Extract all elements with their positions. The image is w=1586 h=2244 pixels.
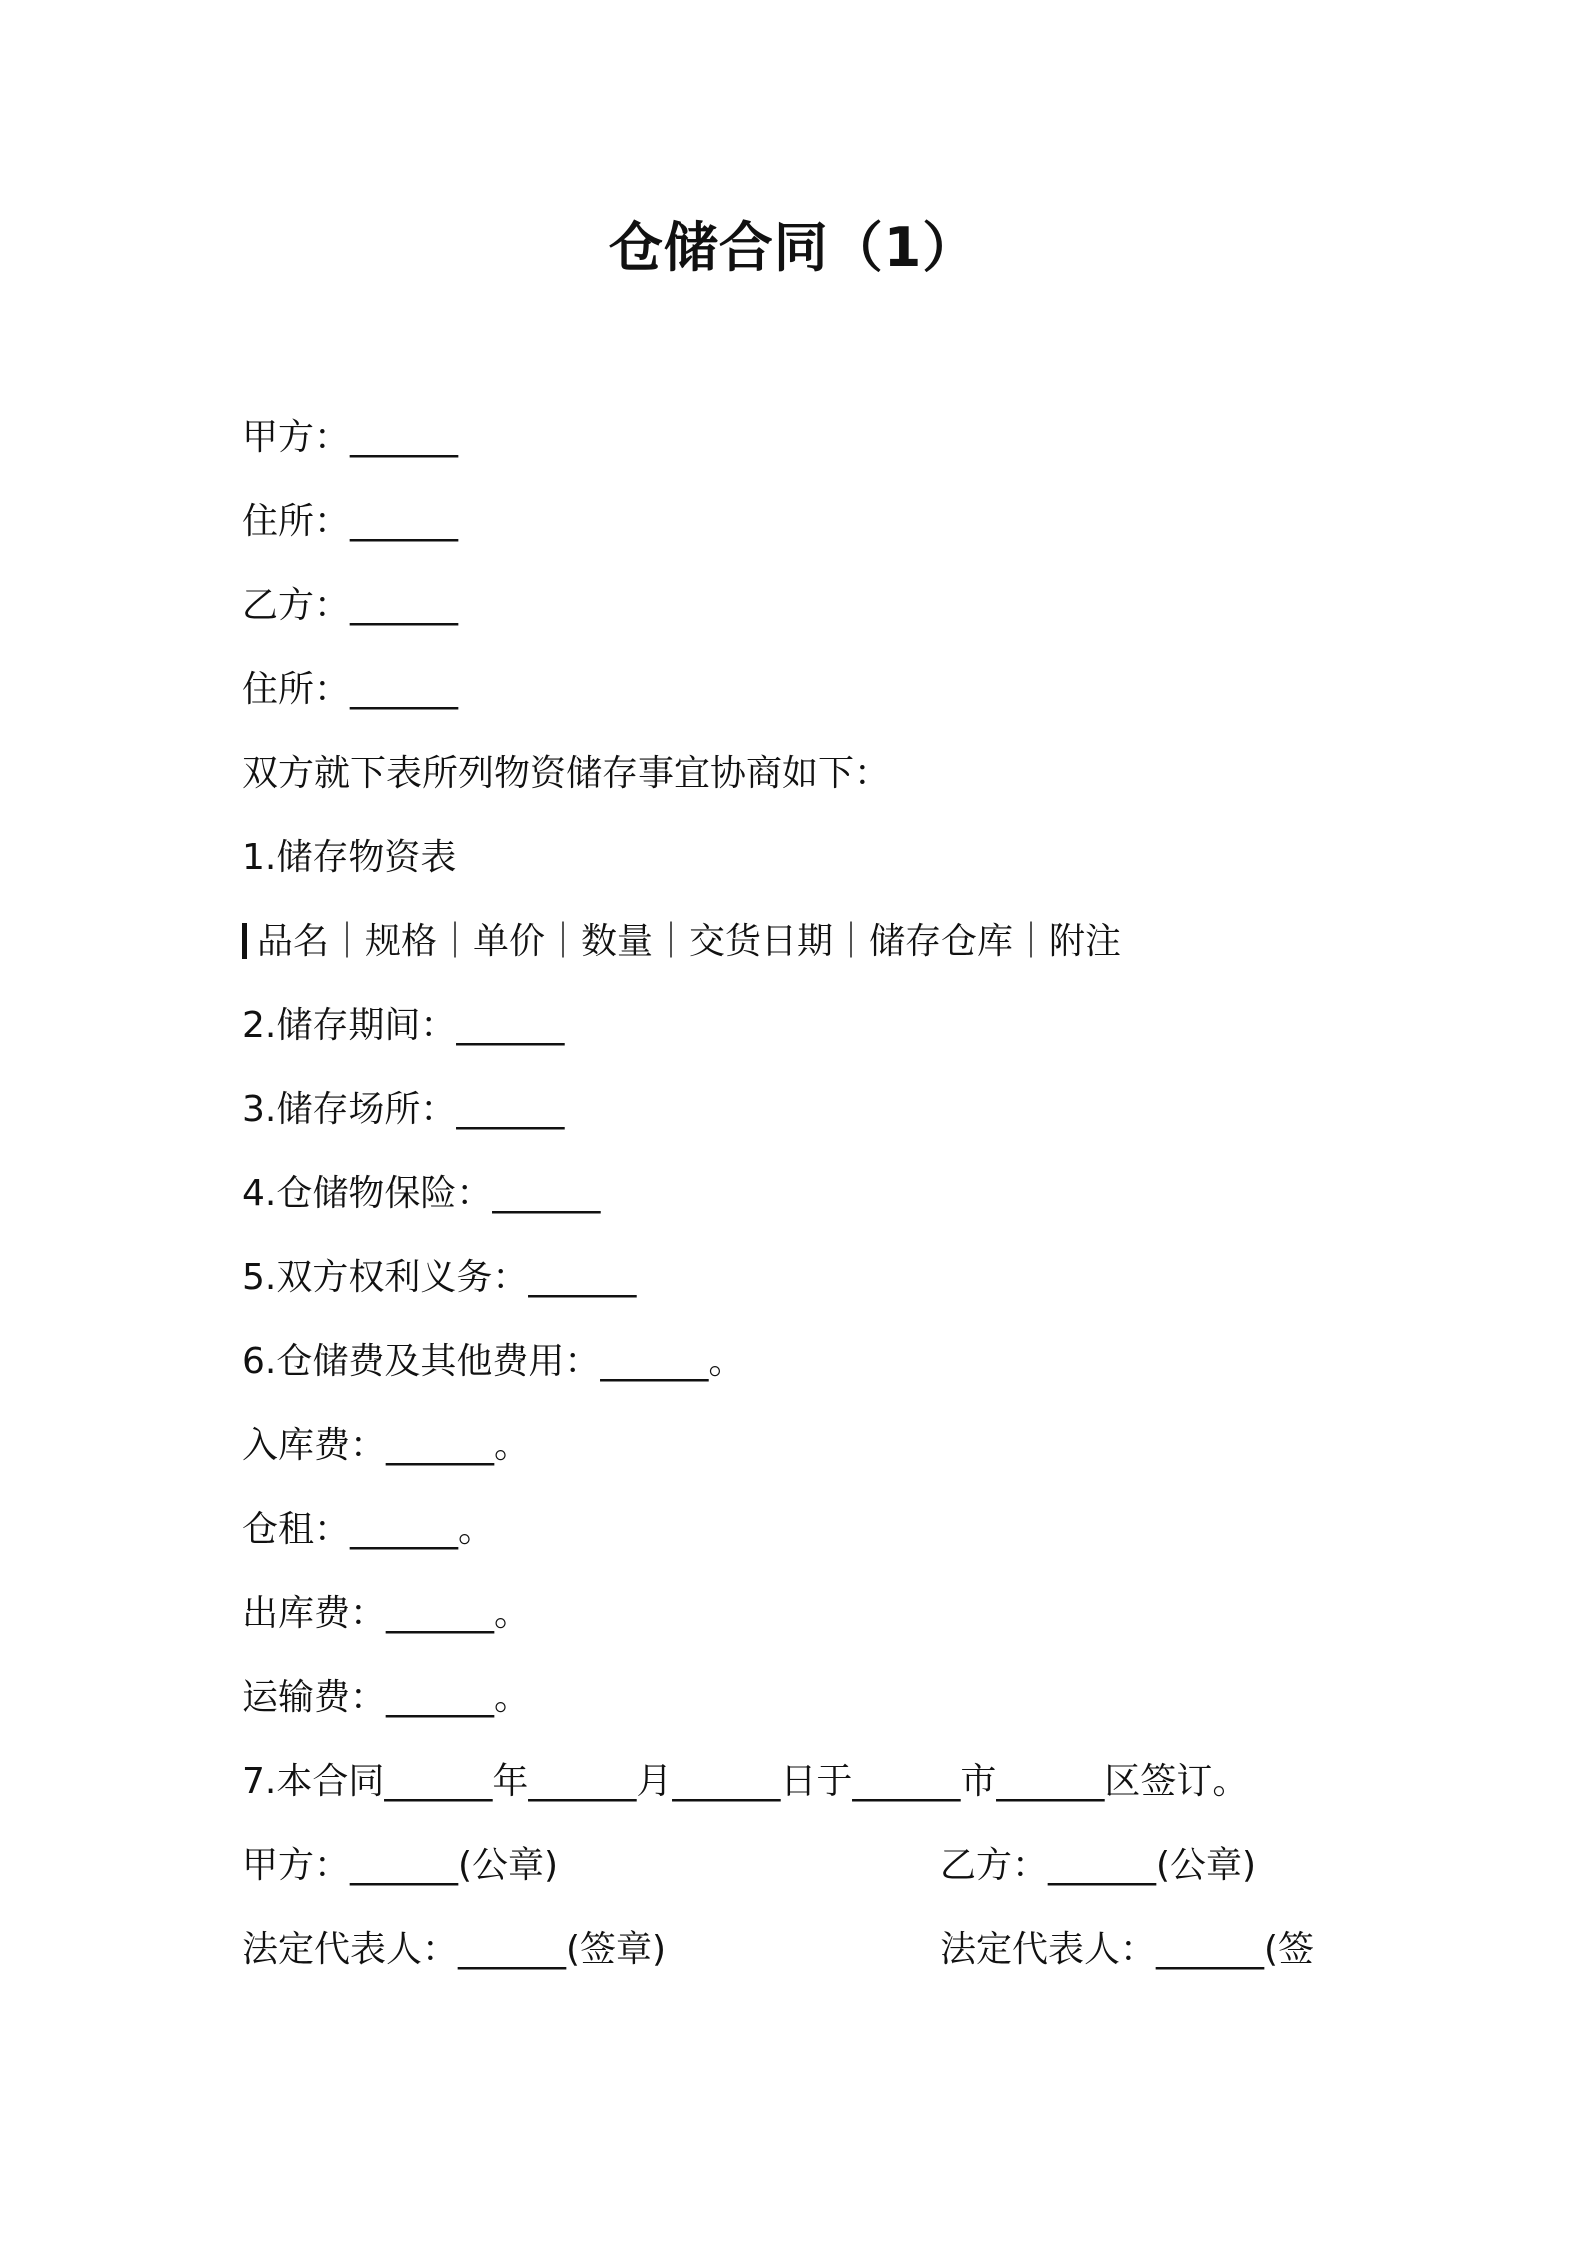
section6-line: 6.仓储费及其他费用：______。 — [242, 1341, 745, 1382]
fee-transport-line: 运输费：______。 — [242, 1677, 531, 1718]
section1-title: 1.储存物资表 — [242, 837, 457, 878]
sign-party-b: 乙方：______(公章) — [940, 1845, 1257, 1886]
intro-line: 双方就下表所列物资储存事宜协商如下： — [242, 753, 891, 794]
fee-rent-line: 仓租：______。 — [242, 1509, 495, 1550]
legal-rep-a: 法定代表人：______(签章) — [242, 1929, 667, 1970]
storage-table-header — [242, 916, 1121, 968]
page-title: 仓储合同（1） — [608, 216, 978, 279]
sign-party-a: 甲方：______(公章) — [242, 1845, 559, 1886]
party-b-address-line: 住所：______ — [242, 669, 459, 710]
section5-line: 5.双方权利义务：______ — [242, 1257, 637, 1298]
legal-rep-b: 法定代表人：______(签 — [940, 1929, 1315, 1970]
section2-line: 2.储存期间：______ — [242, 1005, 565, 1046]
section3-line: 3.储存场所：______ — [242, 1089, 565, 1130]
section4-line: 4.仓储物保险：______ — [242, 1173, 601, 1214]
fee-in-line: 入库费：______。 — [242, 1425, 531, 1466]
party-a-address-line: 住所：______ — [242, 501, 459, 542]
party-b-line: 乙方：______ — [242, 585, 459, 626]
table-left-border — [242, 923, 247, 959]
fee-out-line: 出库费：______。 — [242, 1593, 531, 1634]
party-a-line: 甲方：______ — [242, 417, 459, 458]
table-header-text: 品名｜规格｜单价｜数量｜交货日期｜储存仓库｜附注 — [257, 921, 1122, 962]
section7-line: 7.本合同______年______月______日于______市______区签订。 — [242, 1761, 1249, 1802]
